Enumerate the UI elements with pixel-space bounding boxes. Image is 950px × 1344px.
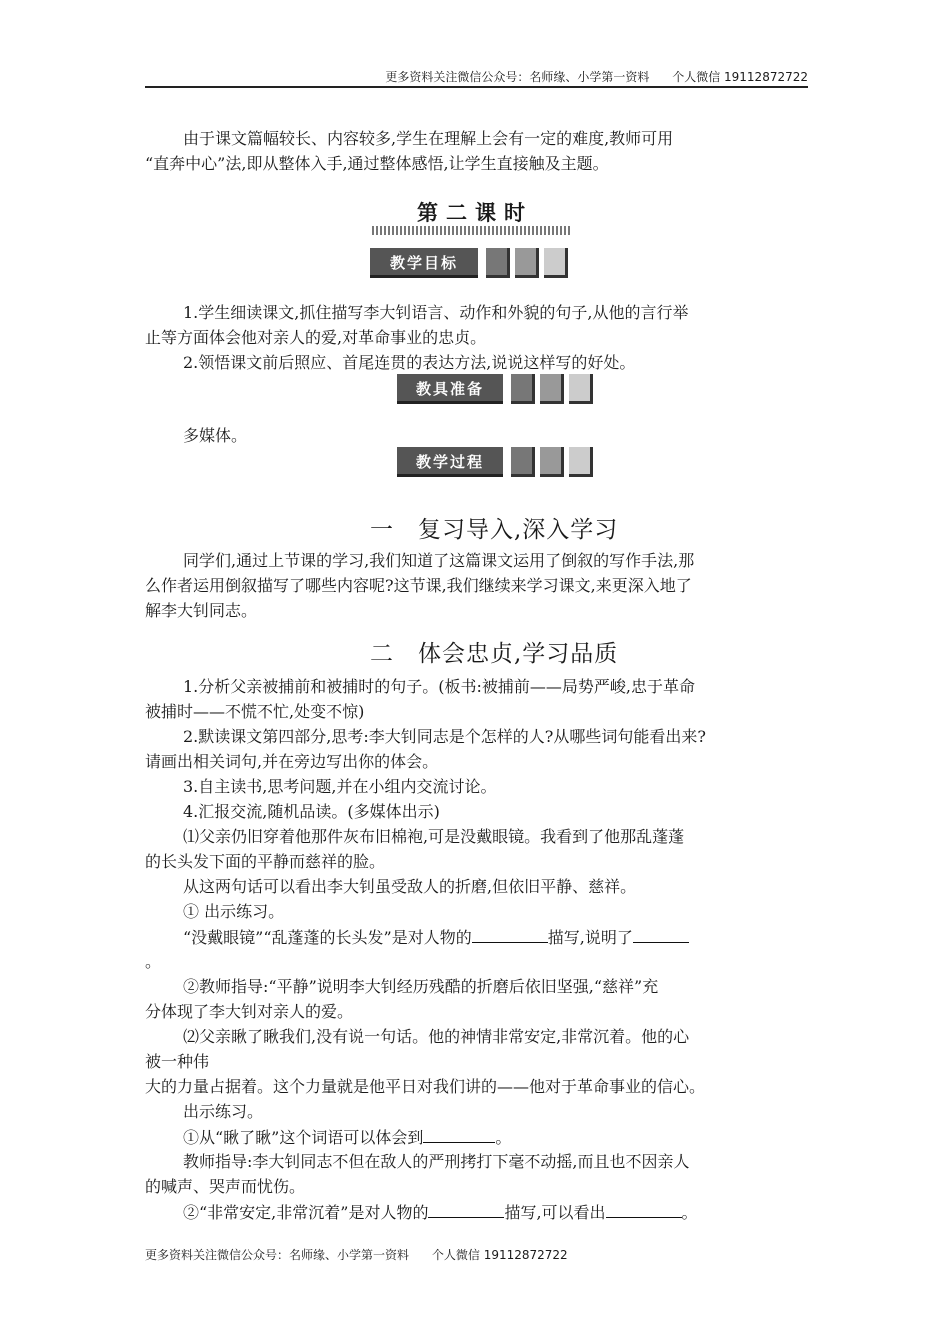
answer-blank[interactable] xyxy=(472,927,548,943)
answer-blank[interactable] xyxy=(606,1202,682,1218)
banner-teaching-goals xyxy=(370,248,580,278)
exercise-1-label: ① 出示练习。 xyxy=(183,902,285,921)
exercise-1-text-a: “没戴眼镜”“乱蓬蓬的长头发”是对人物的 xyxy=(183,928,472,947)
intro-line-2: “直奔中心”法,即从整体入手,通过整体感悟,让学生直接触及主题。 xyxy=(145,154,609,173)
page-footer: 更多资料关注微信公众号：名师缘、小学第一资料 个人微信 19112872722 xyxy=(145,1248,568,1262)
section-2-heading: 二 体会忠贞,学习品质 xyxy=(370,641,619,667)
step-1-line-2: 被捕时——不慌不忙,处变不惊) xyxy=(145,702,365,721)
section-1-line-3: 解李大钊同志。 xyxy=(145,601,258,620)
exercise-2b-end: 。 xyxy=(681,1203,698,1222)
step-3: 3.自主读书,思考问题,并在小组内交流讨论。 xyxy=(183,777,497,796)
quote-2-line-2: 被一种伟 xyxy=(145,1052,210,1071)
exercise-2b-text-a: ②“非常安定,非常沉着”是对人物的 xyxy=(183,1203,429,1222)
tools-text: 多媒体。 xyxy=(183,426,248,445)
exercise-2-label: 出示练习。 xyxy=(183,1102,264,1121)
section-1-line-1: 同学们,通过上节课的学习,我们知道了这篇课文运用了倒叙的写作手法,那 xyxy=(183,551,695,570)
banner-square xyxy=(569,447,593,477)
answer-blank[interactable] xyxy=(423,1127,495,1143)
answer-blank[interactable] xyxy=(633,927,689,943)
banner-square xyxy=(544,248,568,278)
exercise-2b-text-b: 描写,可以看出 xyxy=(504,1203,606,1222)
page-header: 更多资料关注微信公众号：名师缘、小学第一资料 个人微信 19112872722 xyxy=(385,70,808,84)
section-1-line-2: 么作者运用倒叙描写了哪些内容呢?这节课,我们继续来学习课文,来更深入地了 xyxy=(145,576,692,595)
quote-1-line-2: 的长头发下面的平静而慈祥的脸。 xyxy=(145,852,386,871)
exercise-1-end: 。 xyxy=(145,952,162,971)
exercise-1-text-b: 描写,说明了 xyxy=(547,928,633,947)
banner-square xyxy=(569,374,593,404)
banner-square xyxy=(540,374,564,404)
step-4: 4.汇报交流,随机品读。(多媒体出示) xyxy=(183,802,440,821)
quote-1-comment: 从这两句话可以看出李大钊虽受敌人的折磨,但依旧平静、慈祥。 xyxy=(183,877,637,896)
guide-2-line-2: 的喊声、哭声而忧伤。 xyxy=(145,1177,306,1196)
quote-2-line-3: 大的力量占据着。这个力量就是他平日对我们讲的——他对于革命事业的信心。 xyxy=(145,1077,706,1096)
exercise-1-question xyxy=(183,927,689,948)
banner-square xyxy=(511,447,535,477)
exercise-2a-question xyxy=(183,1127,511,1148)
banner-label: 教学目标 xyxy=(370,248,478,278)
goal-2: 2.领悟课文前后照应、首尾连贯的表达方法,说说这样写的好处。 xyxy=(183,353,636,372)
step-1-line-1: 1.分析父亲被捕前和被捕时的句子。(板书:被捕前——局势严峻,忠于革命 xyxy=(183,677,695,696)
intro-line-1: 由于课文篇幅较长、内容较多,学生在理解上会有一定的难度,教师可用 xyxy=(183,129,674,148)
banner-teaching-tools xyxy=(397,374,607,404)
step-2-line-1: 2.默读课文第四部分,思考:李大钊同志是个怎样的人?从哪些词句能看出来? xyxy=(183,727,706,746)
guide-1-line-1: ②教师指导:“平静”说明李大钊经历残酷的折磨后依旧坚强,“慈祥”充 xyxy=(183,977,659,996)
banner-label: 教学过程 xyxy=(397,447,503,477)
answer-blank[interactable] xyxy=(428,1202,504,1218)
lesson-title: 第二课时 xyxy=(417,201,533,225)
guide-2-line-1: 教师指导:李大钊同志不但在敌人的严刑拷打下毫不动摇,而且也不因亲人 xyxy=(183,1152,690,1171)
guide-1-line-2: 分体现了李大钊对亲人的爱。 xyxy=(145,1002,354,1021)
quote-2-line-1: ⑵父亲瞅了瞅我们,没有说一句话。他的神情非常安定,非常沉着。他的心 xyxy=(183,1027,690,1046)
quote-1-line-1: ⑴父亲仍旧穿着他那件灰布旧棉袍,可是没戴眼镜。我看到了他那乱蓬蓬 xyxy=(183,827,685,846)
banner-square xyxy=(540,447,564,477)
exercise-2a-text: ①从“瞅了瞅”这个词语可以体会到 xyxy=(183,1128,424,1147)
exercise-2b-question xyxy=(183,1202,698,1223)
banner-square xyxy=(486,248,510,278)
title-stripe-decoration xyxy=(372,226,572,235)
banner-square xyxy=(511,374,535,404)
exercise-2a-end: 。 xyxy=(495,1128,512,1147)
goal-1-line-1: 1.学生细读课文,抓住描写李大钊语言、动作和外貌的句子,从他的言行举 xyxy=(183,303,689,322)
goal-1-line-2: 止等方面体会他对亲人的爱,对革命事业的忠贞。 xyxy=(145,328,487,347)
header-rule xyxy=(145,86,808,88)
step-2-line-2: 请画出相关词句,并在旁边写出你的体会。 xyxy=(145,752,439,771)
banner-teaching-process xyxy=(397,447,607,477)
banner-square xyxy=(515,248,539,278)
section-1-heading: 一 复习导入,深入学习 xyxy=(370,517,619,543)
banner-label: 教具准备 xyxy=(397,374,503,404)
